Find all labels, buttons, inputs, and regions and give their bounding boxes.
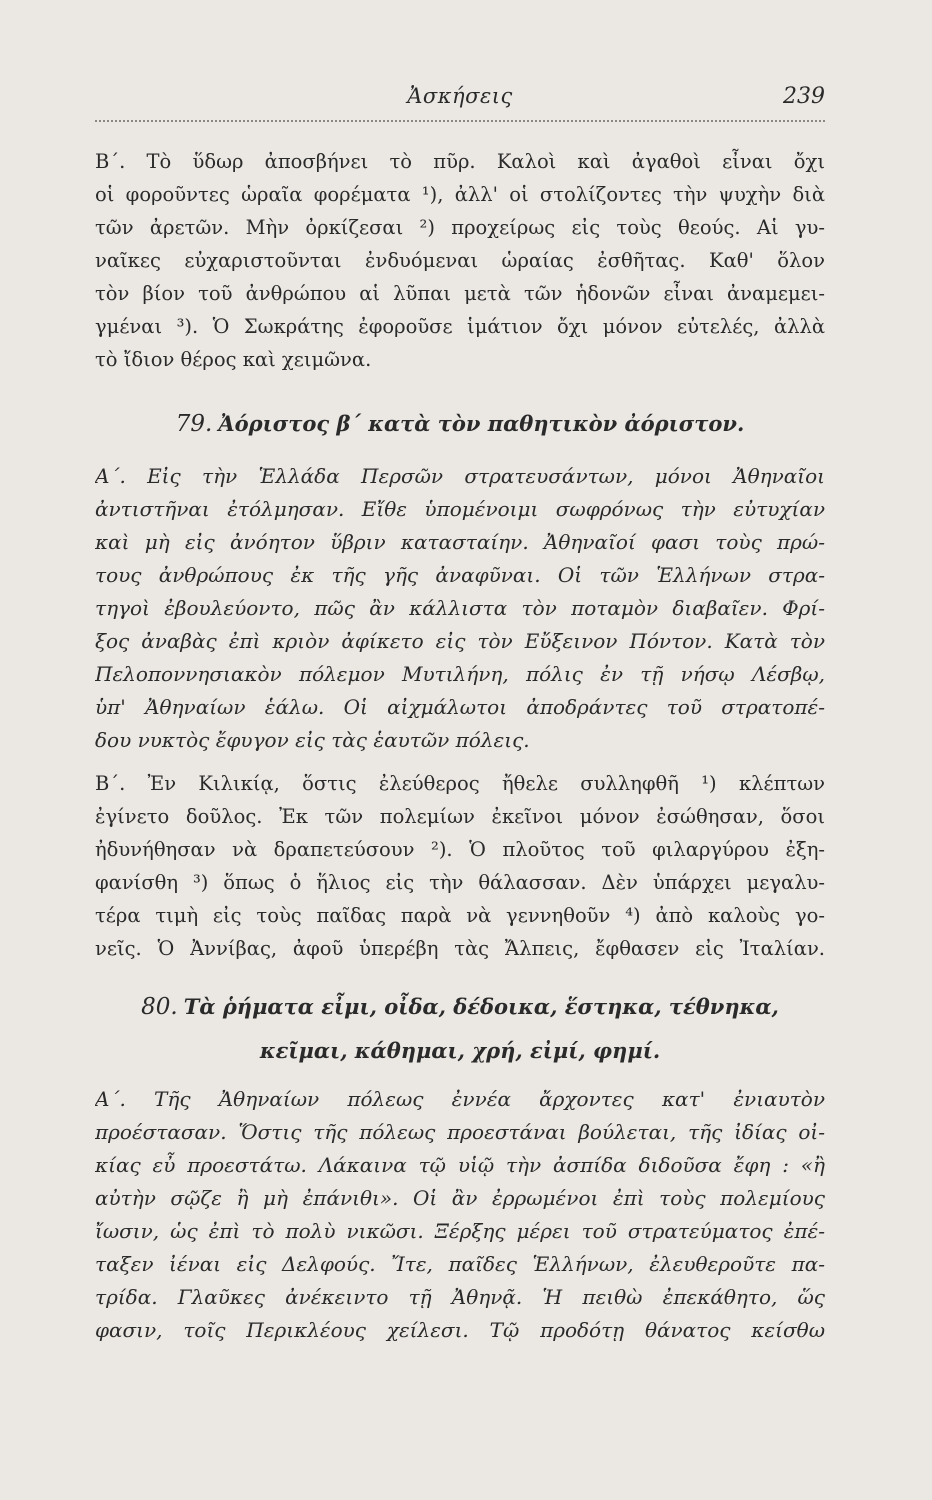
text-line: ἴωσιν, ὡς ἐπὶ τὸ πολὺ νικῶσι. Ξέρξης μέρει τοῦ στρατεύματος ἐπέ- [95, 1219, 825, 1243]
text-line: τὸν βίον τοῦ ἀνθρώπου αἱ λῦπαι μετὰ τῶν ἡδονῶν εἶναι ἀναμεμει- [95, 282, 825, 305]
text-line: κίας εὖ προεστάτω. Λάκαινα τῷ υἱῷ τὴν ἀσπίδα διδοῦσα ἔφη : «ἢ [95, 1153, 825, 1177]
exercise-80-part-a [95, 1083, 825, 1347]
page-header [95, 84, 825, 124]
exercise-79-number: 79. [175, 411, 213, 437]
page-number: 239 [783, 84, 825, 109]
text-line: ναῖκες εὐχαριστοῦνται ἐνδυόμεναι ὡραίας ἐσθῆτας. Καθ' ὅλον [95, 249, 825, 272]
text-line: ξος ἀναβὰς ἐπὶ κριὸν ἀφίκετο εἰς τὸν Εὔξεινον Πόντον. Κατὰ τὸν [95, 629, 825, 653]
text-line: οἱ φοροῦντες ὡραῖα φορέματα ¹), ἀλλ' οἱ στολίζοντες τὴν ψυχὴν διὰ [95, 183, 825, 206]
exercise-80-title-line1: Τὰ ῥήματα εἶμι, οἶδα, δέδοικα, ἕστηκα, τέθνηκα, [183, 994, 779, 1019]
text-line: ὑπ' Ἀθηναίων ἑάλω. Οἱ αἰχμάλωτοι ἀποδράντες τοῦ στρατοπέ- [95, 695, 825, 719]
text-line: τηγοὶ ἐβουλεύοντο, πῶς ἂν κάλλιστα τὸν ποταμὸν διαβαῖεν. Φρί- [95, 596, 825, 620]
text-line: νεῖς. Ὁ Ἀννίβας, ἀφοῦ ὑπερέβη τὰς Ἄλπεις, ἔφθασεν εἰς Ἰταλίαν. [95, 937, 825, 960]
exercise-80-title-line2: κεῖμαι, κάθημαι, χρή, εἰμί, φημί. [259, 1038, 661, 1063]
exercise-80-heading-cont [95, 1029, 825, 1073]
text-line: τέρα τιμὴ εἰς τοὺς παῖδας παρὰ νὰ γεννηθοῦν ⁴) ἀπὸ καλοὺς γο- [95, 904, 825, 927]
text-line: φανίσθη ³) ὅπως ὁ ἥλιος εἰς τὴν θάλασσαν. Δὲν ὑπάρχει μεγαλυ- [95, 871, 825, 894]
text-line: αὐτὴν σῷζε ἢ μὴ ἐπάνιθι». Οἱ ἂν ἐρρωμένοι ἐπὶ τοὺς πολεμίους [95, 1186, 825, 1210]
page-body [95, 145, 825, 1347]
text-line: Πελοποννησιακὸν πόλεμον Μυτιλήνη, πόλις ἐν τῇ νήσῳ Λέσβῳ, [95, 662, 825, 686]
exercise-80-number: 80. [141, 994, 178, 1020]
text-line: Α΄. Εἰς τὴν Ἑλλάδα Περσῶν στρατευσάντων, μόνοι Ἀθηναῖοι [95, 464, 825, 488]
text-line: προέστασαν. Ὅστις τῆς πόλεως προεστάναι βούλεται, τῆς ἰδίας οἰ- [95, 1120, 825, 1144]
text-line: τὸ ἴδιον θέρος καὶ χειμῶνα. [95, 348, 372, 371]
text-line: Β΄. Ἐν Κιλικίᾳ, ὅστις ἐλεύθερος ἤθελε συλληφθῆ ¹) κλέπτων [95, 772, 825, 795]
text-line: τους ἀνθρώπους ἐκ τῆς γῆς ἀναφῦναι. Οἱ τῶν Ἑλλήνων στρα- [95, 563, 825, 587]
exercise-78-part-b [95, 145, 825, 376]
text-line: καὶ μὴ εἰς ἀνόητον ὕβριν κατασταίην. Ἀθηναῖοί φασι τοὺς πρώ- [95, 530, 825, 554]
exercise-79-part-a [95, 460, 825, 757]
text-line: ταξεν ἰέναι εἰς Δελφούς. Ἴτε, παῖδες Ἑλλήνων, ἐλευθεροῦτε πα- [95, 1252, 825, 1276]
text-line: τῶν ἀρετῶν. Μὴν ὀρκίζεσαι ²) προχείρως εἰς τοὺς θεούς. Αἱ γυ- [95, 216, 825, 239]
exercise-79-part-b [95, 767, 825, 965]
text-line: Β΄. Τὸ ὕδωρ ἀποσβήνει τὸ πῦρ. Καλοὶ καὶ ἀγαθοὶ εἶναι ὄχι [95, 150, 825, 173]
exercise-79-heading [95, 404, 825, 444]
text-line: τρίδα. Γλαῦκες ἀνέκειντο τῇ Ἀθηνᾷ. Ἡ πειθὼ ἐπεκάθητο, ὥς [95, 1285, 825, 1309]
exercise-80-heading [95, 985, 825, 1029]
text-line: δου νυκτὸς ἔφυγον εἰς τὰς ἑαυτῶν πόλεις. [95, 728, 530, 752]
exercise-79-title: Ἀόριστος β΄ κατὰ τὸν παθητικὸν ἀόριστον. [218, 411, 745, 436]
text-line: φασιν, τοῖς Περικλέους χείλεσι. Τῷ προδότῃ θάνατος κείσθω [95, 1318, 825, 1342]
text-line: ἐγίνετο δοῦλος. Ἐκ τῶν πολεμίων ἐκεῖνοι μόνον ἐσώθησαν, ὅσοι [95, 805, 825, 828]
running-title: Ἀσκήσεις [407, 84, 513, 108]
text-line: Α΄. Τῆς Ἀθηναίων πόλεως ἐννέα ἄρχοντες κατ' ἐνιαυτὸν [95, 1087, 825, 1111]
header-dotted-rule [95, 120, 825, 122]
text-line: ἠδυνήθησαν νὰ δραπετεύσουν ²). Ὁ πλοῦτος τοῦ φιλαργύρου ἐξη- [95, 838, 825, 861]
text-line: γμέναι ³). Ὁ Σωκράτης ἐφοροῦσε ἱμάτιον ὄχι μόνον εὐτελές, ἀλλὰ [95, 315, 825, 338]
text-line: ἀντιστῆναι ἐτόλμησαν. Εἴθε ὑπομένοιμι σωφρόνως τὴν εὐτυχίαν [95, 497, 825, 521]
